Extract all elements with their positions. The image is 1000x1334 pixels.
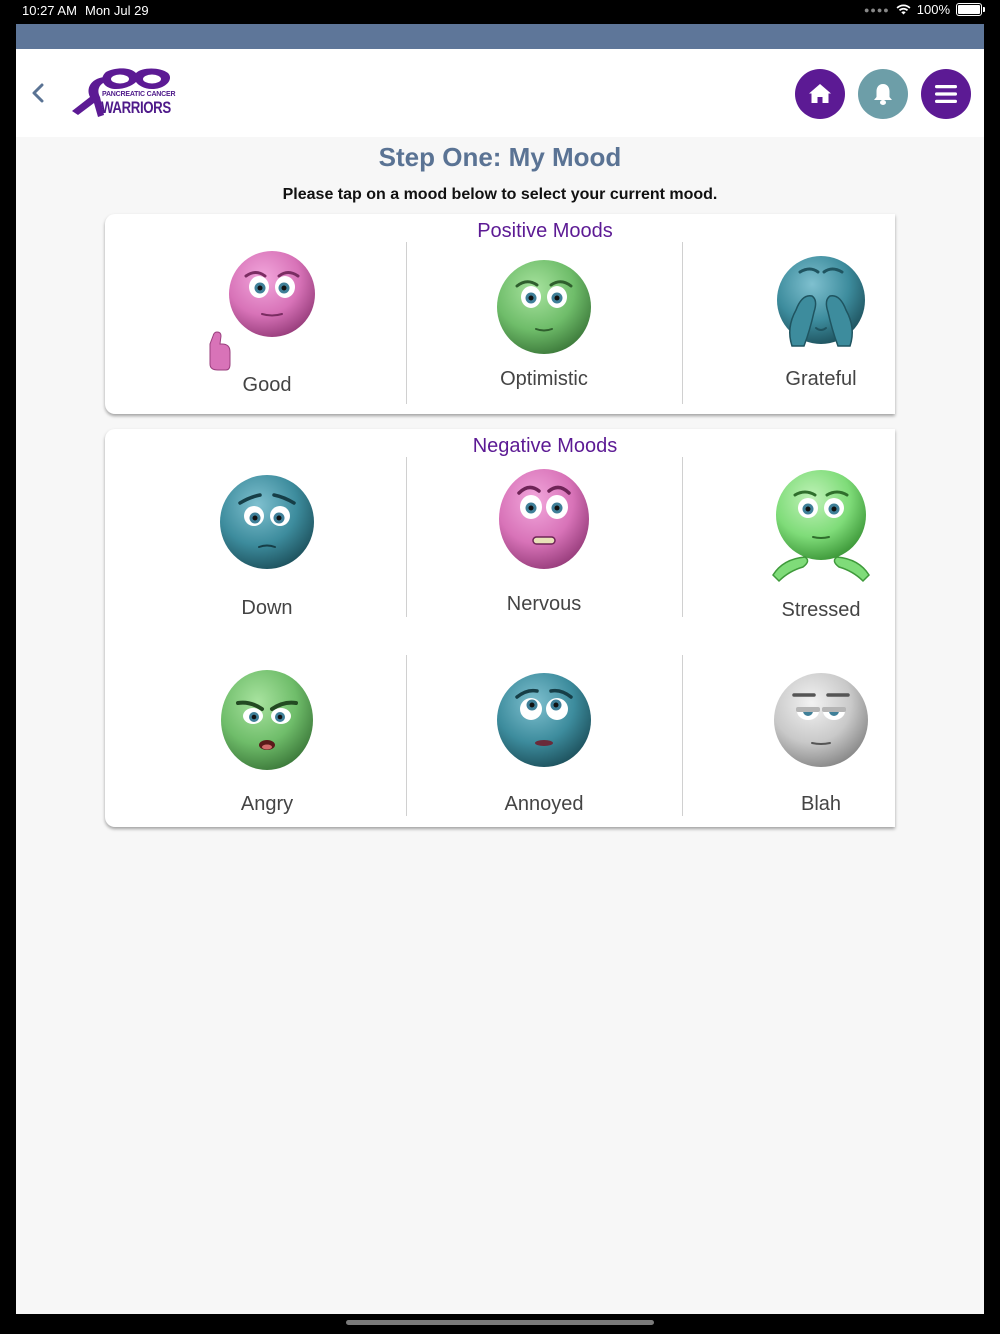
status-bar: [0, 0, 1000, 22]
mood-label: Grateful: [785, 368, 857, 390]
optimistic-emoji-icon: [489, 252, 599, 362]
mood-label: Stressed: [781, 599, 861, 621]
mood-label: Good: [242, 374, 292, 396]
back-button[interactable]: [26, 79, 50, 107]
mood-label: Blah: [800, 793, 842, 815]
logo-line2: WARRIORS: [101, 98, 171, 117]
battery-percent: 100%: [916, 2, 950, 17]
mood-nervous[interactable]: [406, 463, 682, 616]
mood-label: Down: [241, 597, 293, 619]
blah-emoji-icon: [766, 665, 876, 775]
notifications-button[interactable]: [858, 69, 908, 119]
status-right: [864, 2, 982, 17]
angry-emoji-icon: [212, 665, 322, 775]
battery-icon: [956, 3, 982, 16]
top-strip: [16, 24, 984, 49]
logo-line1: PANCREATIC CANCER: [102, 91, 176, 98]
mood-grateful[interactable]: [683, 248, 959, 391]
wifi-icon: [896, 4, 911, 15]
stressed-emoji-icon: [761, 467, 881, 595]
page-instruction: Please tap on a mood below to select your current mood.: [282, 186, 718, 203]
down-emoji-icon: [212, 467, 322, 577]
mood-label: Nervous: [506, 593, 582, 615]
negative-moods-card: [105, 429, 895, 827]
mood-label: Optimistic: [500, 368, 588, 390]
home-indicator[interactable]: [346, 1320, 654, 1325]
app-logo: [68, 67, 180, 123]
grateful-emoji-icon: [766, 248, 876, 362]
cellular-icon: ●●●●: [864, 4, 890, 15]
mood-label: Annoyed: [504, 793, 584, 815]
page-title: Step One: My Mood: [378, 142, 622, 172]
mood-stressed[interactable]: [683, 467, 959, 622]
status-time: 10:27 AM: [22, 3, 77, 18]
mood-optimistic[interactable]: [406, 252, 682, 391]
status-date: Mon Jul 29: [85, 3, 149, 18]
mood-annoyed[interactable]: [406, 665, 682, 816]
nervous-emoji-icon: [489, 463, 599, 577]
bell-icon: [872, 82, 894, 106]
mood-good[interactable]: [129, 248, 405, 397]
home-icon: [808, 83, 832, 105]
menu-button[interactable]: [921, 69, 971, 119]
annoyed-emoji-icon: [489, 665, 599, 775]
app-screen: [16, 24, 984, 1314]
mood-down[interactable]: [129, 467, 405, 620]
chevron-left-icon: [31, 83, 45, 103]
positive-moods-title: Positive Moods: [477, 220, 613, 242]
positive-moods-card: [105, 214, 895, 414]
negative-moods-title: Negative Moods: [472, 435, 618, 457]
hamburger-menu-icon: [935, 85, 957, 103]
mood-angry[interactable]: [129, 665, 405, 816]
home-button[interactable]: [795, 69, 845, 119]
mood-label: Angry: [240, 793, 294, 815]
mood-blah[interactable]: [683, 665, 959, 816]
good-emoji-icon: [202, 248, 332, 372]
app-header: [16, 49, 984, 137]
